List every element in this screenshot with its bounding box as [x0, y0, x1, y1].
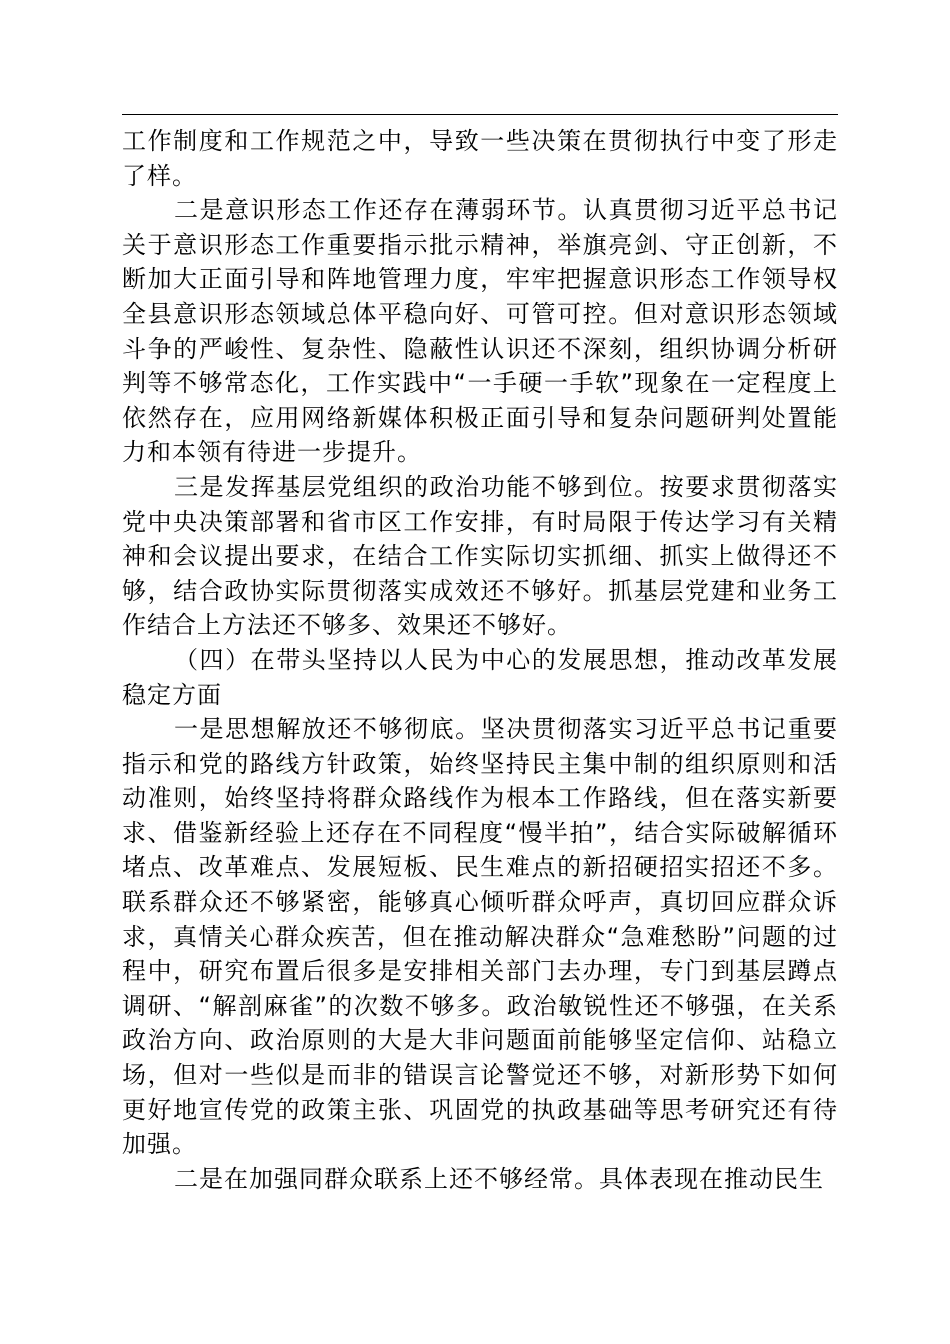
section-heading-4: （四）在带头坚持以人民为中心的发展思想，推动改革发展稳定方面 — [122, 645, 838, 709]
paragraph-thought-liberation: 一是思想解放还不够彻底。坚决贯彻落实习近平总书记重要指示和党的路线方针政策，始终坚持民主集中制的组织原则和活动准则，始终坚持将群众路线作为根本工作路线，但在落实新要求、借鉴新经验上还存在不同程度“慢半拍”，结合实际破解循环堵点、改革难点、发展短板、民生难点的新招硬招实招还不多。联系群众还不够紧密，能够真心倾听群众呼声，真切回应群众诉求，真情关心群众疾苦，但在推动解决群众“急难愁盼”问题的过程中，研究布置后很多是安排相关部门去办理，专门到基层蹲点调研、“解剖麻雀”的次数不够多。政治敏锐性还不够强，在关系政治方向、政治原则的大是大非问题面前能够坚定信仰、站稳立场，但对一些似是而非的错误言论警觉还不够，对新形势下如何更好地宣传党的政策主张、巩固党的执政基础等思考研究还有待加强。 — [122, 715, 838, 1159]
paragraph-ideology-work: 二是意识形态工作还存在薄弱环节。认真贯彻习近平总书记关于意识形态工作重要指示批示精神，举旗亮剑、守正创新，不断加大正面引导和阵地管理力度，牢牢把握意识形态工作领导权全县意识形态领域总体平稳向好、可管可控。但对意识形态领域斗争的严峻性、复杂性、隐蔽性认识还不深刻，组织协调分析研判等不够常态化，工作实践中“一手硬一手软”现象在一定程度上依然存在，应用网络新媒体积极正面引导和复杂问题研判处置能力和本领有待进一步提升。 — [122, 196, 838, 467]
paragraph-mass-contact: 二是在加强同群众联系上还不够经常。具体表现在推动民生 — [174, 1164, 824, 1193]
header-rule — [122, 114, 838, 115]
paragraph-continuation: 工作制度和工作规范之中，导致一些决策在贯彻执行中变了形走了样。 — [122, 127, 838, 190]
paragraph-grassroots-party: 三是发挥基层党组织的政治功能不够到位。按要求贯彻落实党中央决策部署和省市区工作安排，有时局限于传达学习有关精神和会议提出要求，在结合工作实际切实抓细、抓实上做得还不够，结合政协实际贯彻落实成效还不够好。抓基层党建和业务工作结合上方法还不够多、效果还不够好。 — [122, 472, 838, 640]
document-body — [122, 124, 838, 1196]
